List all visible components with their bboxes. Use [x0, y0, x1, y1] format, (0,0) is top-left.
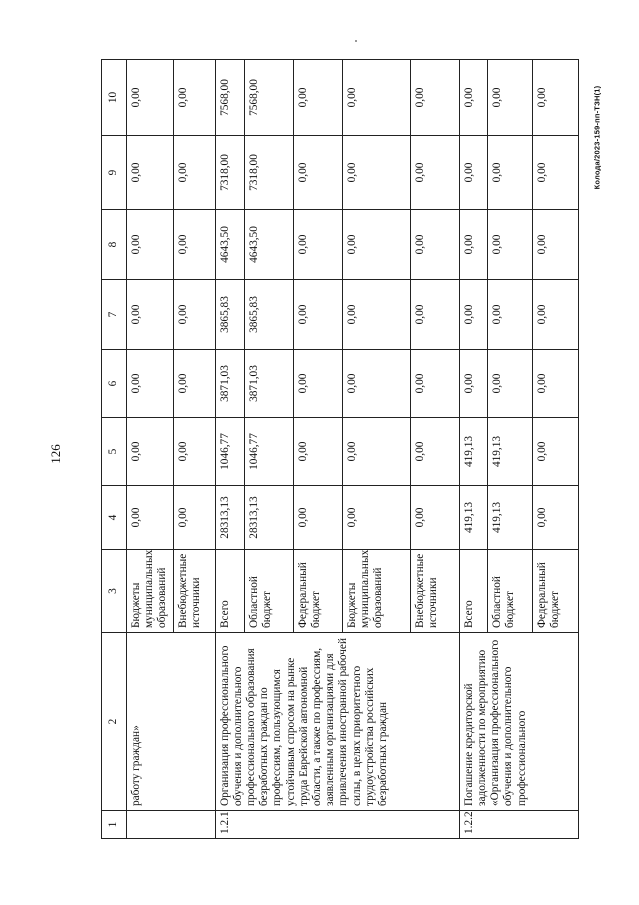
value-cell: 0,00: [533, 486, 579, 550]
value-cell: 0,00: [533, 418, 579, 486]
page-number: 126: [48, 444, 63, 464]
value-cell: 0,00: [126, 280, 173, 350]
source-cell: Бюджеты муниципальных образований: [342, 550, 410, 633]
table-row: [215, 60, 245, 839]
value-cell: 0,00: [410, 418, 459, 486]
value-cell: 0,00: [342, 210, 410, 280]
value-cell: 419,13: [459, 418, 487, 486]
value-cell: 0,00: [173, 418, 215, 486]
value-cell: 0,00: [533, 136, 579, 210]
value-cell: 0,00: [410, 350, 459, 418]
source-cell: Областной бюджет: [245, 550, 294, 633]
value-cell: 0,00: [293, 60, 342, 136]
value-cell: 0,00: [342, 136, 410, 210]
value-cell: 7568,00: [215, 60, 245, 136]
value-cell: 28313,13: [215, 486, 245, 550]
value-cell: 3865,83: [215, 280, 245, 350]
value-cell: 0,00: [342, 280, 410, 350]
value-cell: 0,00: [533, 60, 579, 136]
source-cell: Внебюджетные источники: [173, 550, 215, 633]
value-cell: 0,00: [533, 350, 579, 418]
value-cell: 7568,00: [245, 60, 294, 136]
value-cell: 0,00: [293, 350, 342, 418]
value-cell: 0,00: [410, 60, 459, 136]
value-cell: 0,00: [126, 418, 173, 486]
value-cell: 3871,03: [245, 350, 294, 418]
value-cell: 0,00: [173, 136, 215, 210]
header-cell: 3: [102, 550, 127, 633]
value-cell: 0,00: [459, 280, 487, 350]
header-cell: 1: [102, 811, 127, 839]
value-cell: 0,00: [487, 136, 533, 210]
value-cell: 0,00: [410, 486, 459, 550]
value-cell: 0,00: [342, 486, 410, 550]
table-header-row: [102, 60, 127, 839]
document-code-text: Колода/2023-159-пп-ТЗН(1): [592, 85, 602, 190]
item-description-cell: Погашение кредиторской задолженности по мероприятию «Организация профессионального обучения и дополнительного профессионального: [459, 633, 578, 811]
value-cell: 0,00: [126, 60, 173, 136]
value-cell: 0,00: [293, 418, 342, 486]
header-cell: 6: [102, 350, 127, 418]
header-cell: 7: [102, 280, 127, 350]
item-number-cell: 1.2.1: [215, 811, 459, 839]
value-cell: 419,13: [459, 486, 487, 550]
value-cell: 0,00: [410, 136, 459, 210]
value-cell: 0,00: [293, 280, 342, 350]
scan-dot: [355, 40, 357, 42]
value-cell: 28313,13: [245, 486, 294, 550]
value-cell: 0,00: [342, 350, 410, 418]
value-cell: 0,00: [410, 210, 459, 280]
value-cell: 0,00: [173, 280, 215, 350]
value-cell: 0,00: [487, 210, 533, 280]
value-cell: 0,00: [293, 486, 342, 550]
value-cell: 4643,50: [245, 210, 294, 280]
source-cell: Федеральный бюджет: [533, 550, 579, 633]
item-number-cell: [126, 811, 215, 839]
value-cell: 0,00: [459, 350, 487, 418]
value-cell: 0,00: [487, 280, 533, 350]
source-cell: Всего: [459, 550, 487, 633]
value-cell: 0,00: [533, 280, 579, 350]
value-cell: 0,00: [126, 136, 173, 210]
value-cell: 7318,00: [245, 136, 294, 210]
value-cell: 0,00: [342, 60, 410, 136]
value-cell: 4643,50: [215, 210, 245, 280]
value-cell: 0,00: [487, 350, 533, 418]
header-cell: 10: [102, 60, 127, 136]
value-cell: 0,00: [126, 486, 173, 550]
value-cell: 0,00: [410, 280, 459, 350]
header-cell: 2: [102, 633, 127, 811]
value-cell: 1046,77: [215, 418, 245, 486]
source-cell: Внебюджетные источники: [410, 550, 459, 633]
value-cell: 0,00: [459, 136, 487, 210]
value-cell: 0,00: [126, 350, 173, 418]
value-cell: 0,00: [126, 210, 173, 280]
value-cell: 0,00: [533, 210, 579, 280]
value-cell: 0,00: [293, 210, 342, 280]
value-cell: 0,00: [173, 486, 215, 550]
budget-table: [101, 59, 579, 839]
item-description-cell: Организация профессионального обучения и дополнительного профессионального образования безработных граждан по профессиям, пользующимся устойчивым спросом на рынке труда Еврейской автономной области, а также по профессиям, заявленным организациями для привлечения иностранной рабочей силы, в целях приоритетного трудоустройства российских безработных граждан: [215, 633, 459, 811]
value-cell: 0,00: [293, 136, 342, 210]
budget-table-container: [101, 60, 579, 839]
value-cell: 3871,03: [215, 350, 245, 418]
source-cell: Всего: [215, 550, 245, 633]
source-cell: Областной бюджет: [487, 550, 533, 633]
header-cell: 8: [102, 210, 127, 280]
header-cell: 9: [102, 136, 127, 210]
value-cell: 1046,77: [245, 418, 294, 486]
value-cell: 7318,00: [215, 136, 245, 210]
value-cell: 0,00: [459, 60, 487, 136]
header-cell: 4: [102, 486, 127, 550]
table-row: [126, 60, 173, 839]
value-cell: 419,13: [487, 418, 533, 486]
item-description-cell: работу граждан»: [126, 633, 215, 811]
table-row: [459, 60, 487, 839]
value-cell: 419,13: [487, 486, 533, 550]
value-cell: 0,00: [173, 210, 215, 280]
header-cell: 5: [102, 418, 127, 486]
value-cell: 0,00: [487, 60, 533, 136]
source-cell: Бюджеты муниципальных образований: [126, 550, 173, 633]
budget-table-rotated: [101, 60, 579, 839]
item-number-cell: 1.2.2: [459, 811, 578, 839]
value-cell: 0,00: [342, 418, 410, 486]
value-cell: 0,00: [173, 350, 215, 418]
value-cell: 3865,83: [245, 280, 294, 350]
value-cell: 0,00: [459, 210, 487, 280]
value-cell: 0,00: [173, 60, 215, 136]
source-cell: Федеральный бюджет: [293, 550, 342, 633]
